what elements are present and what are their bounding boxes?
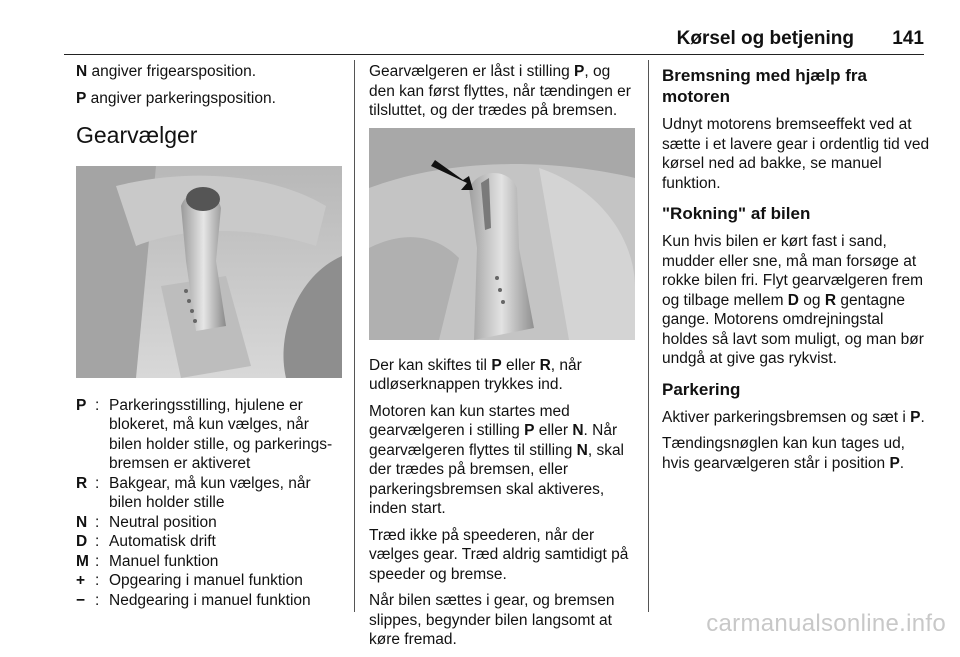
release-button-photo xyxy=(369,128,635,340)
definition-item: D : Automatisk drift xyxy=(76,533,216,550)
definition-item: R : Bakgear, må kun vælges, når bilen holder stille xyxy=(76,474,311,511)
paragraph: Udnyt motorens bremseeffekt ved at sætte i et lavere gear i ordentlig tid ved kørsel ned ad bakke, se manuel funktion. xyxy=(662,116,930,192)
paragraph: N angiver frigearsposition. xyxy=(76,63,257,80)
paragraph: P angiver parkeringsposition. xyxy=(76,89,276,107)
paragraph: Tændingsnøglen kan kun tages ud, hvis gearvælgeren står i position P. xyxy=(662,435,905,472)
column-2 xyxy=(369,62,635,657)
subheading: "Rokning" af bilen xyxy=(662,204,811,223)
paragraph: Når bilen sættes i gear, og bremsen slippes, begynder bilen langsomt at køre fremad. xyxy=(369,592,615,648)
definition-item: + : Opgearing i manuel funktion xyxy=(76,572,303,589)
page-number: 141 xyxy=(892,28,924,49)
paragraph: Motoren kan kun startes med gearvælgeren i stilling P eller N. Når gearvælgeren flyttes til stilling N, skal der trædes på bremsen, eller parkeringsbremsen skal aktiveres, inden start. xyxy=(369,402,625,517)
definition-item: − : Nedgearing i manuel funktion xyxy=(76,591,311,609)
watermark: carmanualsonline.info xyxy=(706,610,946,637)
definition-list xyxy=(76,396,342,611)
gear-selector-photo xyxy=(76,166,342,378)
definition-item: N : Neutral position xyxy=(76,513,217,531)
section-heading: Gearvælger xyxy=(76,122,198,148)
definition-item: P : Parkeringsstilling, hjulene er blokeret, må kun vælges, når bilen holder stille, og parkerings-bremsen er aktiveret xyxy=(76,396,333,472)
definition-item: M : Manuel funktion xyxy=(76,552,219,570)
paragraph: Aktiver parkeringsbremsen og sæt i P. xyxy=(662,408,925,426)
paragraph: Gearvælgeren er låst i stilling P, og den kan først flyttes, når tændingen er tilsluttet, og der trædes på bremsen. xyxy=(369,63,631,119)
subheading: Bremsning med hjælp fra motoren xyxy=(662,66,867,106)
column-1 xyxy=(76,62,342,610)
page-header xyxy=(64,24,924,55)
column-divider xyxy=(648,60,649,612)
subheading: Parkering xyxy=(662,379,741,399)
column-3 xyxy=(662,62,932,480)
section-title: Kørsel og betjening xyxy=(676,28,854,49)
column-divider xyxy=(354,60,355,612)
paragraph: Kun hvis bilen er kørt fast i sand, mudder eller sne, må man forsøge at rokke bilen fri. Flyt gearvælgeren frem og tilbage mellem D og R gentagne gange. Motorens omdrejningstal holdes så lavt som muligt, og man bør undgå at give gas rykvist. xyxy=(662,233,924,367)
paragraph: Træd ikke på speederen, når der vælges gear. Træd aldrig samtidigt på speeder og bremse. xyxy=(369,526,629,583)
paragraph: Der kan skiftes til P eller R, når udløserknappen trykkes ind. xyxy=(369,356,582,393)
